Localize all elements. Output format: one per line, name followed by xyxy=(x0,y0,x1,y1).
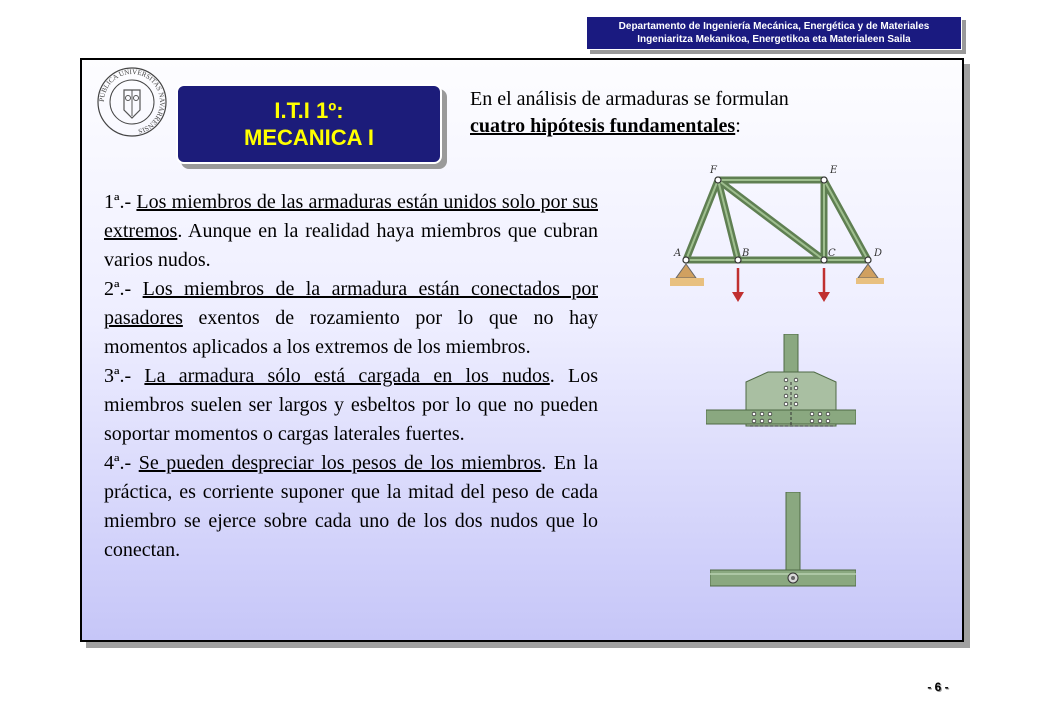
hypothesis-2 xyxy=(104,275,598,362)
course-title-line2: MECANICA I xyxy=(244,125,374,150)
department-name-es: Departamento de Ingeniería Mecánica, Energética y de Materiales xyxy=(618,21,930,32)
intro-text xyxy=(470,86,890,140)
page-number: - 6 - xyxy=(927,680,949,694)
hypothesis-3 xyxy=(104,362,598,449)
hypothesis-number: 3ª.- xyxy=(104,365,145,387)
hypothesis-statement: Se pueden despreciar los pesos de los miembros xyxy=(138,452,542,474)
hypothesis-number: 1ª.- xyxy=(104,191,137,213)
hypothesis-statement: Los miembros de la armadura están conectados por pasadores xyxy=(104,278,598,329)
hypothesis-detail: exentos de rozamiento por lo que no hay momentos aplicados a los extremos de los miembros. xyxy=(104,307,598,358)
truss-label-b: B xyxy=(742,248,750,259)
course-title xyxy=(176,84,442,164)
hypothesis-detail: . Los miembros suelen ser largos y esbeltos por lo que no pueden soportar momentos o cargas laterales fuertes. xyxy=(104,365,598,445)
truss-label-d: D xyxy=(874,248,883,259)
seal-text: PUBLICA UNIVERSITAS NAVARRENSIS xyxy=(97,67,167,136)
hypothesis-1 xyxy=(104,188,598,275)
gusset-joint-illustration xyxy=(706,334,856,436)
hypothesis-number: 4ª.- xyxy=(104,452,139,474)
hypotheses-list xyxy=(104,188,598,565)
hypothesis-statement: La armadura sólo está cargada en los nudos xyxy=(144,365,550,387)
truss-label-f: F xyxy=(710,165,717,176)
hypothesis-detail: . Aunque en la realidad haya miembros que cubran varios nudos. xyxy=(104,220,598,271)
hypothesis-statement: Los miembros de las armaduras están unidos solo por sus extremos xyxy=(104,191,598,242)
course-title-line1: I.T.I 1º: xyxy=(274,98,344,123)
hypothesis-detail: . En la práctica, es corriente suponer que la mitad del peso de cada miembro se ejerce sobre cada uno de los dos nudos que lo conectan. xyxy=(104,452,598,561)
intro-underlined: cuatro hipótesis fundamentales xyxy=(470,115,736,137)
truss-label-e: E xyxy=(830,165,838,176)
pin-joint-illustration xyxy=(710,492,856,594)
truss-label-a: A xyxy=(674,248,682,259)
intro-text-start: En el análisis de armaduras se formulan xyxy=(470,88,789,110)
department-banner xyxy=(586,16,962,50)
intro-colon: : xyxy=(735,115,741,137)
truss-illustration xyxy=(668,160,900,308)
hypothesis-4 xyxy=(104,449,598,565)
department-name-eu: Ingeniaritza Mekanikoa, Energetikoa eta Materialeen Saila xyxy=(637,34,911,45)
truss-label-c: C xyxy=(828,248,836,259)
hypothesis-number: 2ª.- xyxy=(104,278,143,300)
university-seal xyxy=(96,66,168,138)
